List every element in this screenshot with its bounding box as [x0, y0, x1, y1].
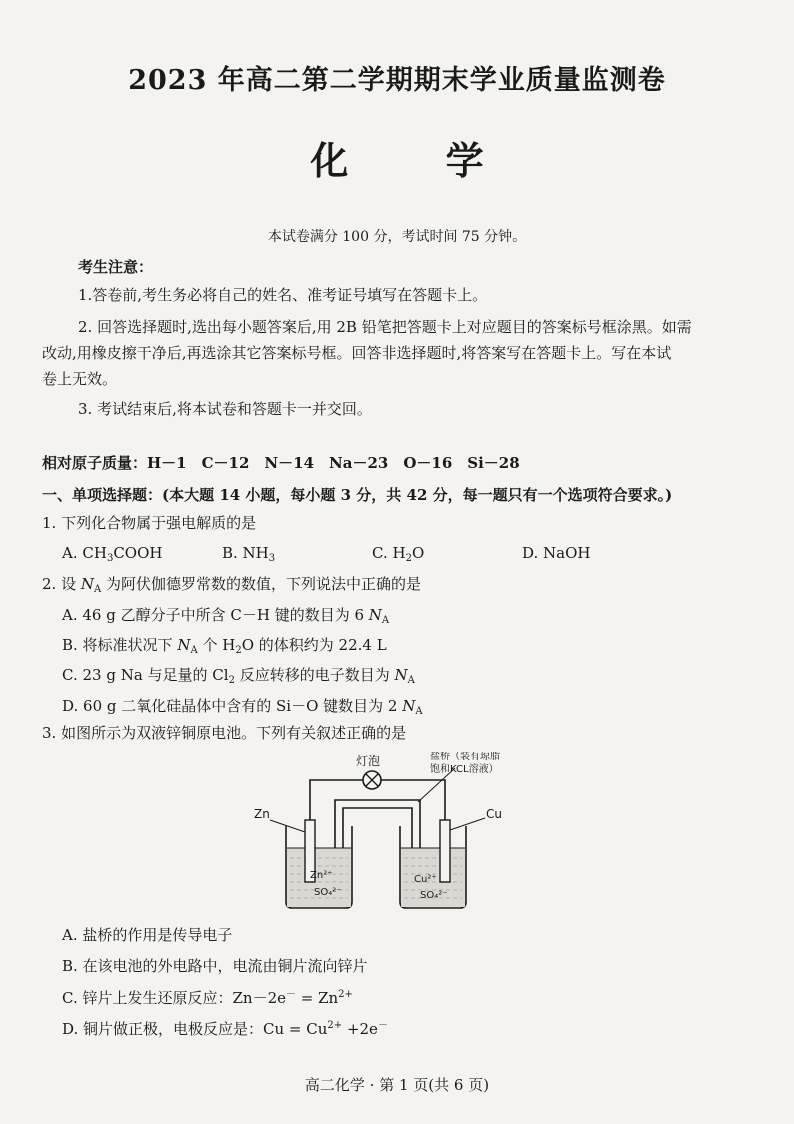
copper-label: Cu — [486, 807, 502, 821]
option-a: A. $CH_3COOH$ — [62, 544, 163, 564]
question-2-option-a: A. 46 g 乙醇分子中所含 C－H 键的数目为 6 $N_A$ — [62, 606, 390, 626]
bulb-label: 灯泡 — [356, 754, 381, 768]
option-d: D. NaOH — [522, 544, 591, 562]
zinc-label: Zn — [254, 807, 270, 821]
salt-bridge-label-1: 盐桥（装有琼脂 — [430, 752, 500, 762]
sulfate-left-label: SO₄²⁻ — [314, 887, 342, 898]
question-2-option-c: C. 23 g Na 与足量的 $Cl_2$ 反应转移的电子数目为 $N_A$ — [62, 666, 415, 686]
notice-item-2-cont: 改动,用橡皮擦干净后,再选涂其它答案标号框。回答非选择题时,将答案写在答题卡上。写在本试 — [42, 344, 672, 362]
exam-title: 2023 年高二第二学期期末学业质量监测卷 — [128, 65, 666, 96]
zn-pointer — [270, 820, 305, 832]
question-3-option-c: C. 锌片上发生还原反应：$Zn-2e^- = Zn^{2+}$ — [62, 989, 353, 1007]
section-heading: 一、单项选择题：(本大题 14 小题，每小题 3 分，共 42 分，每一题只有一个选项符合要求。) — [42, 486, 673, 504]
notice-item-3: 3. 考试结束后,将本试卷和答题卡一并交回。 — [78, 400, 372, 418]
copper-ion-label: Cu²⁺ — [414, 874, 437, 885]
exam-info: 本试卷满分 100 分，考试时间 75 分钟。 — [267, 229, 527, 245]
question-3-stem: 3. 如图所示为双液锌铜原电池。下列有关叙述正确的是 — [42, 724, 407, 742]
zinc-ion-label: Zn²⁺ — [310, 870, 333, 881]
galvanic-cell-diagram — [250, 752, 520, 912]
question-2-stem: 2. 设 $N_A$ 为阿伏伽德罗常数的数值，下列说法中正确的是 — [42, 575, 421, 595]
atomic-masses: 相对原子质量：H－1 C－12 N－14 Na－23 O－16 Si－28 — [42, 454, 520, 472]
question-1-stem: 1. 下列化合物属于强电解质的是 — [42, 514, 257, 532]
subject-title: 化 学 — [310, 138, 526, 183]
question-3-option-d: D. 铜片做正极，电极反应是：$Cu = Cu^{2+} +2e^-$ — [62, 1020, 388, 1038]
cu-pointer — [450, 818, 485, 830]
bulb-icon — [363, 771, 381, 789]
notice-item-2-end: 卷上无效。 — [42, 370, 118, 388]
question-1-options — [62, 544, 682, 564]
option-b: B. $NH_3$ — [222, 544, 276, 564]
question-3-option-a: A. 盐桥的作用是传导电子 — [62, 926, 233, 944]
page-footer: 高二化学 · 第 1 页(共 6 页) — [304, 1076, 490, 1094]
question-2-option-d: D. 60 g 二氧化硅晶体中含有的 Si－O 键数目为 2 $N_A$ — [62, 697, 423, 717]
sulfate-right-label: SO₄²⁻ — [420, 890, 448, 901]
copper-electrode — [440, 820, 450, 882]
question-3-option-b: B. 在该电池的外电路中，电流由铜片流向锌片 — [62, 957, 368, 975]
option-c: C. $H_2O$ — [372, 544, 425, 564]
salt-bridge-label-2: 饱和KCL溶液） — [430, 764, 499, 775]
notice-item-2: 2. 回答选择题时,选出每小题答案后,用 2B 铅笔把答题卡上对应题目的答案标号框涂黑。如需 — [78, 318, 692, 336]
notice-item-1: 1.答卷前,考生务必将自己的姓名、准考证号填写在答题卡上。 — [78, 286, 488, 304]
question-2-option-b: B. 将标准状况下 $N_A$ 个 $H_2O$ 的体积约为 22.4 L — [62, 636, 387, 656]
notice-heading: 考生注意： — [78, 258, 154, 276]
